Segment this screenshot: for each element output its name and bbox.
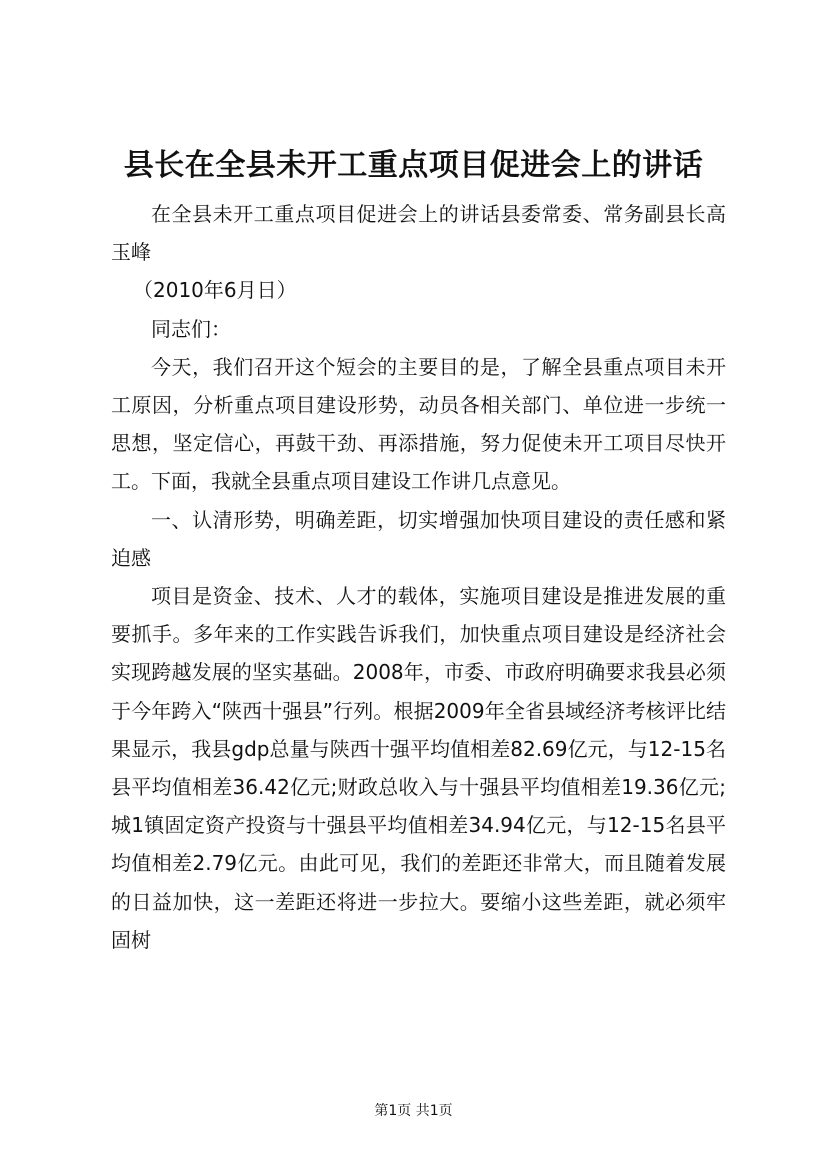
body-paragraph: 今天，我们召开这个短会的主要目的是，了解全县重点项目未开工原因，分析重点项目建设形势，动员各相关部门、单位进一步统一思想，坚定信心，再鼓干劲、再添措施，努力促使未开工项目尽快开工。下面，我就全县重点项目建设工作讲几点意见。	[111, 354, 726, 494]
section-heading: 一、认清形势，明确差距，切实增强加快项目建设的责任感和紧迫感	[111, 507, 726, 570]
document-title: 县长在全县未开工重点项目促进会上的讲话	[123, 148, 704, 183]
speaker-line: 在全县未开工重点项目促进会上的讲话县委常委、常务副县长高玉峰	[111, 202, 726, 265]
body-paragraph: 项目是资金、技术、人才的载体，实施项目建设是推进发展的重要抓手。多年来的工作实践告诉我们，加快重点项目建设是经济社会实现跨越发展的坚实基础。2008年，市委、市政府明确要求我县必须于今年跨入“陕西十强县”行列。根据2009年全省县域经济考核评比结果显示，我县gdp总量与陕西十强平均值相差82.69亿元，与12-15名县平均值相差36.42亿元;财政总收入与十强县平均值相差19.36亿元;城1镇固定资产投资与十强县平均值相差34.94亿元，与12-15名县平均值相差2.79亿元。由此可见，我们的差距还非常大，而且随着发展的日益加快，这一差距还将进一步拉大。要缩小这些差距，就必须牢固树	[111, 584, 726, 952]
salutation: 同志们：	[151, 316, 231, 341]
page-number-footer: 第1页 共1页	[374, 1103, 453, 1119]
document-body	[111, 195, 726, 959]
speech-date: （2010年6月日）	[133, 278, 297, 303]
